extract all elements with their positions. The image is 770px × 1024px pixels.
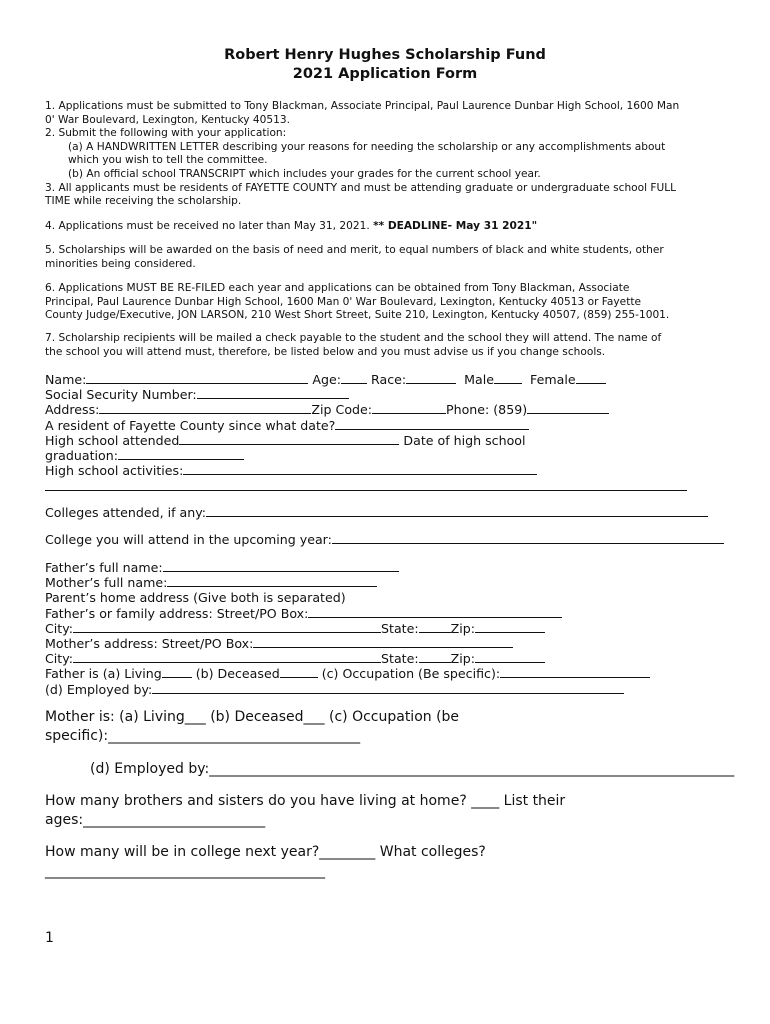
- high-school-label: High school attended: [45, 432, 180, 448]
- high-school-field[interactable]: [179, 433, 399, 445]
- zip-code-label: Zip Code:: [311, 402, 373, 418]
- race-field[interactable]: [406, 372, 456, 384]
- instruction-7-line2: the school you will attend must, therefore, be listed below and you must advise us if you change schools.: [45, 345, 606, 358]
- mother-name-row: [45, 575, 735, 590]
- instruction-2a-line2: which you wish to tell the committee.: [68, 154, 268, 167]
- name-field[interactable]: [86, 372, 308, 384]
- resident-label: A resident of Fayette County since what date?: [45, 417, 336, 433]
- personal-fields: [45, 372, 735, 478]
- state-label: State:: [381, 620, 419, 636]
- father-employed-row: [45, 682, 735, 697]
- father-living-label: Father is (a) Living: [45, 666, 162, 682]
- father-employed-label: (d) Employed by:: [45, 681, 153, 697]
- instruction-7-line1: 7. Scholarship recipients will be mailed a check payable to the student and the school they will attend. The name of: [45, 332, 662, 344]
- father-occupation-label: (c) Occupation (Be specific):: [321, 666, 501, 682]
- instruction-1-line2: 0' War Boulevard, Lexington, Kentucky 40513.: [45, 113, 290, 126]
- instruction-5: [45, 244, 735, 271]
- address-field[interactable]: [99, 402, 311, 414]
- city-field[interactable]: [73, 621, 381, 633]
- mother-city-row: [45, 651, 735, 666]
- instruction-1-line1: 1. Applications must be submitted to Tony Blackman, Associate Principal, Paul Laurence Dunbar High School, 1600 Man: [45, 100, 680, 112]
- zip-code-field[interactable]: [372, 402, 446, 414]
- ssn-row: [45, 387, 735, 402]
- female-field[interactable]: [576, 372, 606, 384]
- father-status-row: [45, 666, 735, 681]
- mother-address-label: Mother’s address: Street/PO Box:: [45, 636, 254, 652]
- college-upcoming-label: College you will attend in the upcoming year:: [45, 532, 332, 547]
- instruction-5-line1: 5. Scholarships will be awarded on the basis of need and merit, to equal numbers of black and white students, other: [45, 244, 664, 256]
- mother-employed-line[interactable]: (d) Employed by:___________________________________________________________________________: [90, 761, 735, 777]
- college-next-year-line: How many will be in college next year?________ What colleges?: [45, 844, 486, 860]
- name-row: [45, 372, 735, 387]
- instruction-6-line1: 6. Applications MUST BE RE-FILED each year and applications can be obtained from Tony Blackman, Associate: [45, 282, 630, 294]
- city-label: City:: [45, 651, 74, 667]
- ssn-field[interactable]: [197, 387, 349, 399]
- colleges-attended-label: Colleges attended, if any:: [45, 505, 207, 520]
- mother-status-line1: Mother is: (a) Living___ (b) Deceased___ (c) Occupation (be: [45, 709, 460, 725]
- siblings-line1: How many brothers and sisters do you have living at home? ____ List their: [45, 793, 566, 809]
- female-label: Female: [530, 372, 576, 387]
- age-field[interactable]: [341, 372, 367, 384]
- instruction-2b: (b) An official school TRANSCRIPT which includes your grades for the current school year.: [68, 167, 541, 180]
- race-label: Race:: [371, 372, 407, 387]
- father-living-field[interactable]: [162, 666, 192, 678]
- state-field[interactable]: [419, 621, 451, 633]
- father-name-label: Father’s full name:: [45, 560, 163, 575]
- college-upcoming-row: [45, 532, 735, 547]
- phone-field[interactable]: [527, 402, 609, 414]
- address-label: Address:: [45, 402, 100, 418]
- father-city-row: [45, 621, 735, 636]
- address-row: [45, 402, 735, 417]
- phone-label: Phone: (859): [446, 402, 528, 418]
- parents-home-label: Parent’s home address (Give both is separated): [45, 590, 346, 606]
- zip-field[interactable]: [475, 621, 545, 633]
- resident-field[interactable]: [335, 418, 529, 430]
- state-field[interactable]: [419, 651, 451, 663]
- mother-name-label: Mother’s full name:: [45, 575, 168, 591]
- male-label: Male: [464, 372, 495, 387]
- instruction-6-line2: Principal, Paul Laurence Dunbar High School, 1600 Man 0' War Boulevard, Lexington, Kentucky 40513 or Fayette: [45, 295, 642, 308]
- father-deceased-field[interactable]: [280, 666, 318, 678]
- instruction-7: [45, 332, 735, 359]
- father-address-row: [45, 606, 735, 621]
- instruction-3-line1: 3. All applicants must be residents of FAYETTE COUNTY and must be attending graduate or undergraduate school FULL: [45, 181, 677, 194]
- father-name-row: [45, 560, 735, 575]
- college-next-year-field[interactable]: ________________________________________: [45, 863, 325, 879]
- instruction-4: [45, 220, 735, 234]
- instruction-4-text: 4. Applications must be received no later than May 31, 2021.: [45, 220, 374, 232]
- city-field[interactable]: [73, 651, 381, 663]
- father-occupation-field[interactable]: [500, 666, 650, 678]
- instructions: [45, 100, 735, 209]
- activities-extra-line[interactable]: [45, 490, 687, 491]
- state-label: State:: [381, 651, 419, 667]
- father-deceased-label: (b) Deceased: [195, 666, 280, 682]
- parent-fields: [45, 560, 735, 697]
- resident-row: [45, 418, 735, 433]
- graduation-label: graduation:: [45, 448, 118, 464]
- age-label: Age:: [312, 372, 342, 387]
- form-title: Robert Henry Hughes Scholarship Fund: [224, 47, 546, 63]
- colleges-attended-field[interactable]: [206, 505, 708, 517]
- deadline-text: ** DEADLINE- May 31 2021": [373, 220, 538, 232]
- form-subtitle: 2021 Application Form: [292, 66, 478, 82]
- zip-field[interactable]: [475, 651, 545, 663]
- mother-address-row: [45, 636, 735, 651]
- colleges-attended-row: [45, 505, 735, 520]
- father-address-field[interactable]: [308, 606, 562, 618]
- parents-home-row: [45, 590, 735, 605]
- instruction-2: 2. Submit the following with your application:: [45, 127, 287, 140]
- zip-label: Zip:: [450, 620, 475, 636]
- high-school-row: [45, 433, 735, 448]
- activities-label: High school activities:: [45, 463, 184, 479]
- male-field[interactable]: [494, 372, 522, 384]
- instruction-3-line2: TIME while receiving the scholarship.: [45, 195, 242, 208]
- siblings-line2[interactable]: ages:__________________________: [45, 812, 266, 828]
- activities-row: [45, 463, 735, 478]
- city-label: City:: [45, 620, 74, 636]
- father-name-field[interactable]: [163, 560, 399, 572]
- father-employed-field[interactable]: [152, 682, 624, 694]
- mother-name-field[interactable]: [167, 575, 377, 587]
- college-upcoming-field[interactable]: [332, 532, 724, 544]
- hs-grad-date-label: Date of high school: [403, 432, 526, 448]
- graduation-row: [45, 448, 735, 463]
- instruction-6: [45, 282, 735, 323]
- mother-status-line2[interactable]: specific):____________________________________: [45, 728, 361, 744]
- father-address-label: Father’s or family address: Street/PO Box:: [45, 605, 309, 621]
- zip-label: Zip:: [450, 651, 475, 667]
- mother-address-field[interactable]: [253, 636, 513, 648]
- page-number: 1: [45, 930, 54, 946]
- name-label: Name:: [45, 372, 87, 387]
- instruction-2a-line1: (a) A HANDWRITTEN LETTER describing your reasons for needing the scholarship or any accomplishments about: [68, 140, 666, 153]
- activities-field[interactable]: [183, 463, 537, 475]
- graduation-field[interactable]: [118, 448, 244, 460]
- instruction-5-line2: minorities being considered.: [45, 257, 196, 270]
- instruction-6-line3: County Judge/Executive, JON LARSON, 210 West Short Street, Suite 210, Lexington, Kentucky 40507, (859) 255-1001.: [45, 309, 670, 322]
- ssn-label: Social Security Number:: [45, 387, 197, 403]
